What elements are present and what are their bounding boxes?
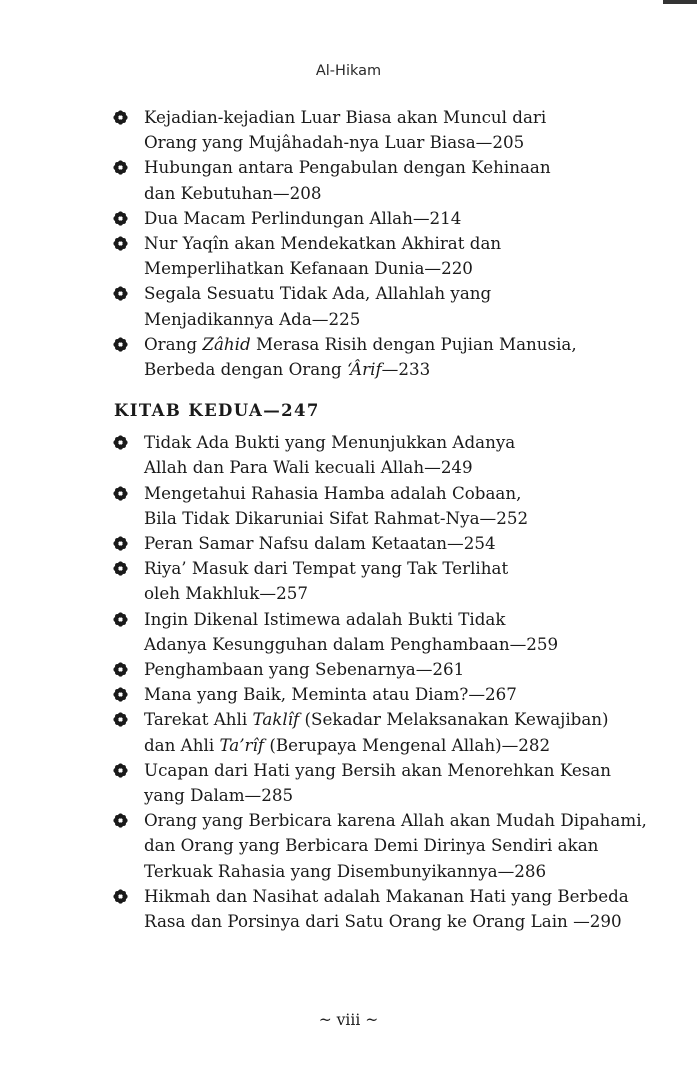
flower-bullet-icon xyxy=(113,763,128,778)
text-run: Mana yang Baik, Meminta atau Diam?—267 xyxy=(144,684,517,705)
text-run: Merasa Risih dengan Pujian Manusia, xyxy=(250,333,577,354)
text-run: Kejadian-kejadian Luar Biasa akan Muncul dari xyxy=(144,107,547,127)
toc-entry-line xyxy=(144,455,673,480)
toc-entry xyxy=(113,884,673,934)
toc-entry xyxy=(113,481,673,531)
toc-entry-line xyxy=(144,206,673,231)
toc-entry xyxy=(113,682,673,707)
toc-entry-line xyxy=(144,581,673,606)
toc-entry-line xyxy=(144,556,673,581)
toc-entry-line xyxy=(144,859,673,884)
toc-entry xyxy=(113,105,673,155)
toc-entry xyxy=(113,808,673,884)
text-run: Orang xyxy=(144,333,203,354)
italic-term: Taklîf xyxy=(252,709,300,730)
text-run: Ingin Dikenal Istimewa adalah Bukti Tidak xyxy=(144,608,506,629)
toc-entry-line xyxy=(144,357,673,382)
flower-bullet-icon xyxy=(113,160,128,175)
toc-entry-line xyxy=(144,682,673,707)
toc-entry-line xyxy=(144,607,673,632)
toc-entry-line xyxy=(144,105,673,130)
text-run: Tarekat Ahli xyxy=(144,709,253,730)
text-run: (Berupaya Mengenal Allah)—282 xyxy=(264,734,551,755)
text-run: Segala Sesuatu Tidak Ada, Allahlah yang xyxy=(144,283,492,304)
flower-bullet-icon xyxy=(113,536,128,551)
flower-bullet-icon xyxy=(113,889,128,904)
toc-entry-line xyxy=(144,281,673,306)
text-run: Memperlihatkan Kefanaan Dunia—220 xyxy=(144,258,473,279)
toc-entry-line xyxy=(144,531,673,556)
text-run: Orang yang Berbicara karena Allah akan Mudah Dipahami, xyxy=(144,810,647,831)
text-run: Riya’ Masuk dari Tempat yang Tak Terlihat xyxy=(144,558,509,579)
italic-term: ‘Ârif xyxy=(346,359,382,380)
toc-entry-line xyxy=(144,231,673,256)
toc-entry-line xyxy=(144,481,673,506)
toc-entry xyxy=(113,758,673,808)
text-run: Hubungan antara Pengabulan dengan Kehinaan xyxy=(144,157,551,178)
text-run: Orang yang Mujâhadah-nya Luar Biasa—205 xyxy=(144,132,525,153)
toc-group-1 xyxy=(113,105,673,382)
flower-bullet-icon xyxy=(113,662,128,677)
text-run: Peran Samar Nafsu dalam Ketaatan—254 xyxy=(144,533,496,554)
toc-entry xyxy=(113,607,673,657)
text-run: Ucapan dari Hati yang Bersih akan Menorehkan Kesan xyxy=(144,759,612,780)
text-run: Bila Tidak Dikaruniai Sifat Rahmat-Nya—252 xyxy=(144,507,529,528)
flower-bullet-icon xyxy=(113,337,128,352)
toc-entry xyxy=(113,206,673,231)
text-run: Rasa dan Porsinya dari Satu Orang ke Orang Lain —290 xyxy=(144,911,622,932)
text-run: Adanya Kesungguhan dalam Penghambaan—259 xyxy=(144,633,559,654)
toc-group-2 xyxy=(113,430,673,934)
text-run: —233 xyxy=(381,359,431,380)
text-run: dan Ahli xyxy=(144,734,220,755)
toc-entry-line xyxy=(144,307,673,332)
text-run: dan Orang yang Berbicara Demi Dirinya Sendiri akan xyxy=(144,835,599,856)
toc-entry-line xyxy=(144,733,673,758)
toc-entry-line xyxy=(144,181,673,206)
toc-entry-line xyxy=(144,707,673,732)
text-run: Hikmah dan Nasihat adalah Makanan Hati yang Berbeda xyxy=(144,885,629,906)
flower-bullet-icon xyxy=(113,110,128,125)
flower-bullet-icon xyxy=(113,236,128,251)
flower-bullet-icon xyxy=(113,561,128,576)
toc-entry-line xyxy=(144,833,673,858)
text-run: Dua Macam Perlindungan Allah—214 xyxy=(144,207,462,228)
flower-bullet-icon xyxy=(113,211,128,226)
toc-entry-line xyxy=(144,909,673,934)
toc-entry-line xyxy=(144,155,673,180)
flower-bullet-icon xyxy=(113,486,128,501)
text-run: dan Kebutuhan—208 xyxy=(144,182,322,203)
toc-entry xyxy=(113,556,673,606)
flower-bullet-icon xyxy=(113,687,128,702)
text-run: Berbeda dengan Orang xyxy=(144,359,347,380)
flower-bullet-icon xyxy=(113,712,128,727)
toc-entry-line xyxy=(144,130,673,155)
toc-entry-line xyxy=(144,430,673,455)
italic-term: Zâhid xyxy=(202,333,251,354)
text-run: yang Dalam—285 xyxy=(144,785,294,806)
page-number: ~ viii ~ xyxy=(318,1011,379,1029)
toc-entry-line xyxy=(144,783,673,808)
toc-entry xyxy=(113,657,673,682)
toc-entry-line xyxy=(144,758,673,783)
flower-bullet-icon xyxy=(113,286,128,301)
text-run: Menjadikannya Ada—225 xyxy=(144,308,361,329)
flower-bullet-icon xyxy=(113,813,128,828)
text-run: oleh Makhluk—257 xyxy=(144,583,308,604)
toc-entry-line xyxy=(144,256,673,281)
text-run: Mengetahui Rahasia Hamba adalah Cobaan, xyxy=(144,482,522,503)
section-title: KITAB KEDUA—247 xyxy=(114,401,320,421)
text-run: Nur Yaqîn akan Mendekatkan Akhirat dan xyxy=(144,233,502,254)
text-run: Penghambaan yang Sebenarnya—261 xyxy=(144,659,465,680)
toc-entry xyxy=(113,531,673,556)
toc-entry xyxy=(113,332,673,382)
italic-term: Ta’rîf xyxy=(219,734,265,755)
text-run: Terkuak Rahasia yang Disembunyikannya—286 xyxy=(144,860,547,881)
text-run: Tidak Ada Bukti yang Menunjukkan Adanya xyxy=(144,432,516,453)
toc-entry-line xyxy=(144,332,673,357)
toc-entry-line xyxy=(144,506,673,531)
toc-entry xyxy=(113,155,673,205)
toc-entry-line xyxy=(144,808,673,833)
toc-entry xyxy=(113,281,673,331)
toc-entry xyxy=(113,430,673,480)
toc-entry xyxy=(113,231,673,281)
page-corner-mark xyxy=(663,0,697,4)
toc-entry xyxy=(113,707,673,757)
toc-entry-line xyxy=(144,884,673,909)
text-run: (Sekadar Melaksanakan Kewajiban) xyxy=(299,709,609,730)
flower-bullet-icon xyxy=(113,435,128,450)
toc-entry-line xyxy=(144,657,673,682)
running-header: Al-Hikam xyxy=(315,63,382,79)
text-run: Allah dan Para Wali kecuali Allah—249 xyxy=(144,457,473,478)
toc-entry-line xyxy=(144,632,673,657)
table-of-contents xyxy=(113,105,673,934)
flower-bullet-icon xyxy=(113,612,128,627)
